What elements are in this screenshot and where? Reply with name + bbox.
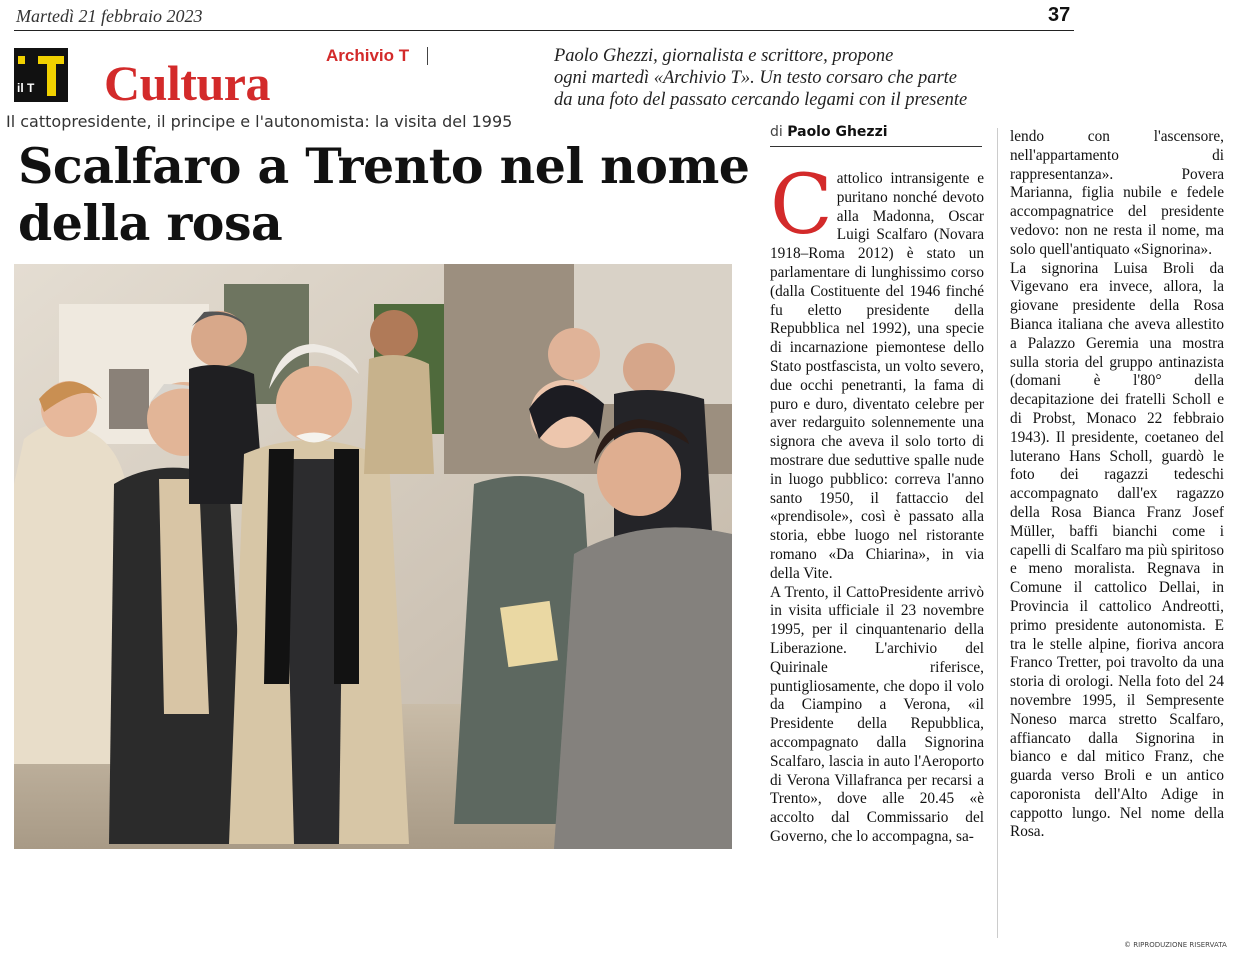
intro-line: Paolo Ghezzi, giornalista e scrittore, propone: [554, 46, 894, 66]
drop-cap: C: [770, 158, 833, 253]
rubric-divider: [427, 47, 428, 65]
paragraph: A Trento, il CattoPresidente arrivò in visita ufficiale il 23 novembre 1995, per il cinquantenario della Liberazione. L'archivio del Quirinale riferisce, puntigliosamente, che dopo il volo da Ciampino a Verona, «il Presidente della Repubblica, accompagnato dalla Signorina Scalfaro, lascia in auto l'Aeroporto di Verona Villafranca per recarsi a Trento», dove alle 20.45 «è accolto dal Commissario del Governo, che lo accompagna, sa-: [770, 583, 984, 845]
byline-rule: [770, 146, 982, 147]
copyright-notice: © RIPRODUZIONE RISERVATA: [1124, 941, 1227, 949]
header-rule: [14, 30, 1074, 31]
article-kicker: Il cattopresidente, il principe e l'autonomista: la visita del 1995: [6, 112, 513, 131]
article-column-2: [1010, 128, 1224, 842]
article-column-1: [770, 158, 984, 847]
byline-prefix: di: [770, 124, 783, 140]
intro-line: da una foto del passato cercando legami con il presente: [554, 90, 968, 110]
paragraph: attolico intransigente e puritano nonché devoto alla Madonna, Oscar Luigi Scalfaro (Novara 1918–Roma 2012) è stato un parlamentare di lunghissimo corso (dalla Costituente del 1946 finché fu eletto presidente della Repubblica nel 1992), una specie di incarnazione piemontese dello Stato postfascista, un volto severo, due occhi penetranti, la fama di puro e duro, diventato celebre per aver redarguito solennemente una signora che aveva il solo torto di mostrare due seduttive spalle nude in luogo pubblico: correva l'anno santo 1950, il fattaccio del «prendisole», così è passato alla storia, ebbe luogo nel ristorante romano «Da Chiarina», in via della Vite.: [770, 170, 984, 582]
headline-line: della rosa: [18, 194, 283, 252]
intro-line: ogni martedì «Archivio T». Un testo corsaro che parte: [554, 68, 958, 88]
column-divider: [997, 128, 998, 938]
paragraph: La signorina Luisa Broli da Vigevano era invece, allora, la giovane presidente della Rosa Bianca italiana che aveva allestito a Palazzo Geremia una mostra sulla storia del gruppo antinazista (domani è l'80° della decapitazione dei fratelli Scholl e di Probst, Monaco 22 febbraio 1943). Il presidente, coetaneo del luterano Hans Scholl, guardò le foto dei ragazzi tedeschi accompagnato dall'ex ragazzo della Rosa Bianca Franz Josef Müller, baffi bianchi come i capelli di Scalfaro ma più spiritoso e meno moralista. Regnava in Comune il cattolico Dellai, in Provincia il cattolico Andreotti, primo presidente autonomista. E tra le stelle alpine, fioriva ancora Franco Tretter, poi travolto da una storia di orologi. Nella foto del 24 novembre 1995, il Sempresente Noneso marca stretto Scalfaro, affiancato dalla Signorina in bianco e dal mitico Franz, che guarda verso Broli e un antico caporonista dell'Alto Adige in cappotto lungo. Nel nome della Rosa.: [1010, 259, 1224, 841]
newspaper-logo: [14, 48, 68, 102]
byline-author: Paolo Ghezzi: [787, 124, 888, 140]
page-number: 37: [1048, 4, 1071, 26]
article-headline: [18, 138, 758, 252]
issue-date: Martedì 21 febbraio 2023: [16, 6, 203, 26]
column-intro: [554, 45, 1054, 111]
article-photo: [14, 264, 732, 849]
paragraph: lendo con l'ascensore, nell'appartamento di rappresentanza». Povera Marianna, figlia nubile e fedele accompagnatrice del presidente vedovo: non ne resta il nome, ma solo quell'antiquato «Signorina».: [1010, 128, 1224, 258]
logo-text: il T: [17, 81, 35, 95]
byline: [770, 124, 888, 140]
headline-line: Scalfaro a Trento nel nome: [18, 137, 750, 195]
rubric-label: Archivio T: [326, 46, 410, 65]
section-title: Cultura: [104, 55, 270, 111]
